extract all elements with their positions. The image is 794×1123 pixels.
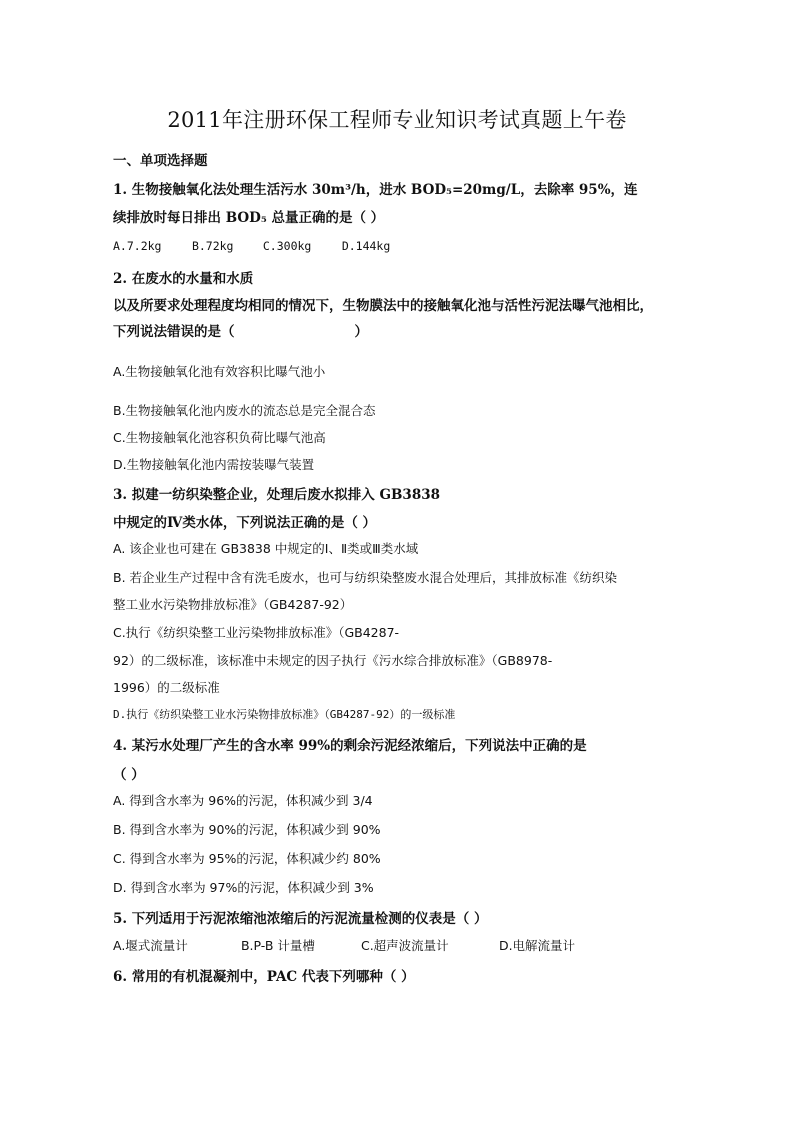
q5-option-d: D.电解流量计 xyxy=(498,938,576,953)
question-5-options xyxy=(113,936,575,954)
q3-option-a: A. 该企业也可建在 GB3838 中规定的Ⅰ、Ⅱ类或Ⅲ类水域 xyxy=(113,541,419,556)
q4-option-b: B. 得到含水率为 90%的污泥，体积减少到 90% xyxy=(113,822,381,837)
q1-option-c: C.300kg xyxy=(262,239,312,253)
q3-option-b-line-1: B. 若企业生产过程中含有洗毛废水，也可与纺织染整废水混合处理后，其排放标准《纺织染 xyxy=(113,570,618,585)
question-2-line-1: 2. 在废水的水量和水质 xyxy=(113,271,254,287)
question-6-line-1: 6. 常用的有机混凝剂中，PAC 代表下列哪种（ ） xyxy=(113,969,415,985)
q2-option-a: A.生物接触氧化池有效容积比曝气池小 xyxy=(113,364,326,379)
q1-option-b: B.72kg xyxy=(191,239,234,253)
question-1-line-2: 续排放时每日排出 BOD₅ 总量正确的是（ ） xyxy=(113,210,385,226)
question-5-line-1: 5. 下列适用于污泥浓缩池浓缩后的污泥流量检测的仪表是（ ） xyxy=(113,911,488,927)
q3-option-c-line-1: C.执行《纺织染整工业污染物排放标准》（GB4287- xyxy=(113,625,400,640)
q2-option-b: B.生物接触氧化池内废水的流态总是完全混合态 xyxy=(113,403,376,418)
section-heading: 一、单项选择题 xyxy=(113,153,208,169)
q5-option-b: B.P-B 计量槽 xyxy=(240,938,315,953)
q3-option-c-line-3: 1996）的二级标准 xyxy=(113,680,220,695)
question-4-line-2: （ ） xyxy=(113,767,145,783)
q2-option-c: C.生物接触氧化池容积负荷比曝气池高 xyxy=(113,430,326,445)
q2-stem-text: 下列说法错误的是（ xyxy=(113,324,235,340)
q4-option-a: A. 得到含水率为 96%的污泥，体积减少到 3/4 xyxy=(113,793,373,808)
question-1-options xyxy=(113,239,390,253)
question-3-line-1: 3. 拟建一纺织染整企业，处理后废水拟排入 GB3838 xyxy=(113,487,441,503)
question-1-line-1: 1. 生物接触氧化法处理生活污水 30m³/h，进水 BOD₅=20mg/L，去除率 95%，连 xyxy=(113,182,638,198)
q3-option-b-line-2: 整工业水污染物排放标准》（GB4287-92） xyxy=(113,597,353,612)
question-4-line-1: 4. 某污水处理厂产生的含水率 99%的剩余污泥经浓缩后，下列说法中正确的是 xyxy=(113,738,587,754)
q3-option-c-line-2: 92）的二级标准，该标准中未规定的因子执行《污水综合排放标准》（GB8978- xyxy=(113,653,553,668)
q4-option-c: C. 得到含水率为 95%的污泥，体积减少约 80% xyxy=(113,851,381,866)
q2-stem-close: ） xyxy=(354,324,368,340)
document-title: 2011年注册环保工程师专业知识考试真题上午卷 xyxy=(167,108,627,132)
q5-option-a: A.堰式流量计 xyxy=(113,938,188,953)
q3-option-d: D.执行《纺织染整工业水污染物排放标准》（GB4287-92）的一级标准 xyxy=(113,708,456,721)
q5-option-c: C.超声波流量计 xyxy=(360,938,449,953)
question-3-line-2: 中规定的Ⅳ类水体，下列说法正确的是（ ） xyxy=(113,515,377,531)
question-2-line-3 xyxy=(113,320,368,340)
question-2-line-2: 以及所要求处理程度均相同的情况下，生物膜法中的接触氧化池与活性污泥法曝气池相比， xyxy=(113,298,653,314)
q1-option-d: D.144kg xyxy=(341,239,391,253)
q2-option-d: D.生物接触氧化池内需按装曝气装置 xyxy=(113,457,315,472)
q4-option-d: D. 得到含水率为 97%的污泥，体积减少到 3% xyxy=(113,880,374,895)
q1-option-a: A.7.2kg xyxy=(113,239,162,253)
